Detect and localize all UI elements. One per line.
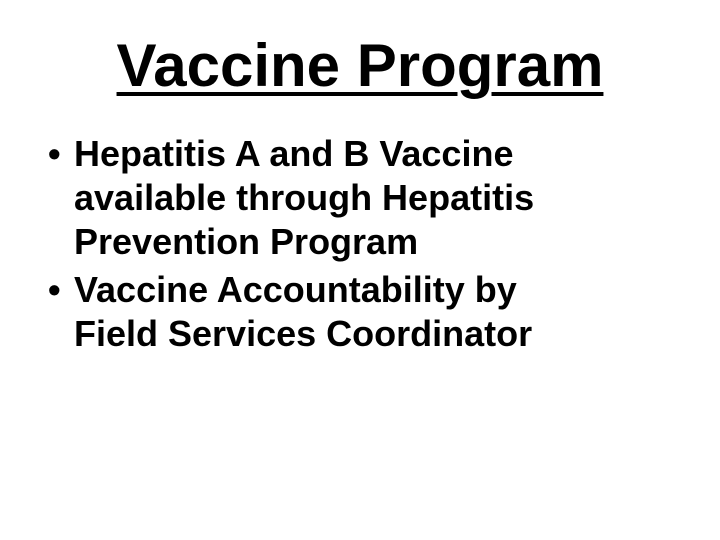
bullet-icon: • xyxy=(48,133,61,174)
bullet-text-line: Vaccine Accountability by xyxy=(74,269,517,310)
bullet-list xyxy=(48,132,708,360)
bullet-text-line: Field Services Coordinator xyxy=(74,313,533,354)
bullet-icon: • xyxy=(48,269,61,310)
bullet-item xyxy=(48,132,708,264)
slide-title: Vaccine Program xyxy=(116,32,604,99)
bullet-text-line: Hepatitis A and B Vaccine xyxy=(74,133,514,174)
bullet-text-line: Prevention Program xyxy=(74,221,419,262)
bullet-text-line: available through Hepatitis xyxy=(74,177,535,218)
bullet-item xyxy=(48,268,708,356)
